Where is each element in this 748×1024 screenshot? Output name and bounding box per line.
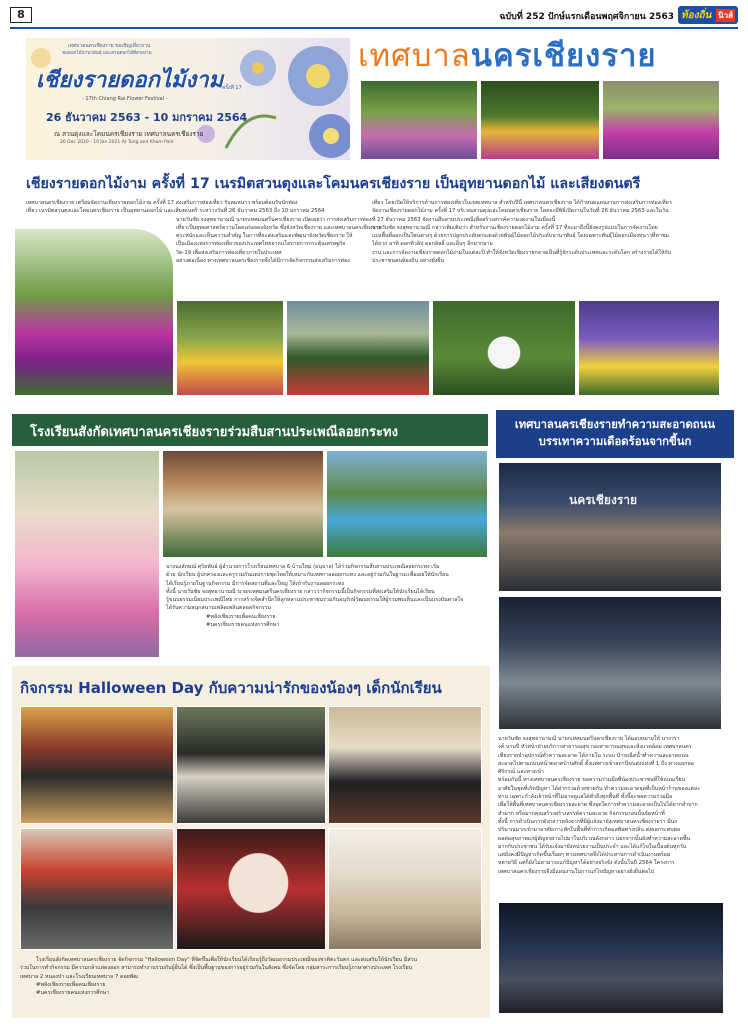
article3-photo-water-truck xyxy=(498,596,722,730)
article2-headline: โรงเรียนสังกัดเทศบาลนครเชียงรายร่วมสืบสานประเพณีลอยกระทง xyxy=(30,425,398,440)
article4-line: โรงเรียนสังกัดเทศบาลนครเชียงราย จัดกิจกรรม "Halloween Day" ที่จัดขึ้นเพื่อให้นักเรียนได้เรียนรู้ถึงวัฒนธรรมประเพณีของชาติตะวันตก และส่งเสริมให้นักเรียน มีส่วน xyxy=(36,957,418,963)
banner-photo-flower-field xyxy=(480,80,600,160)
article3-line: นายวันชัย จงสุทธานามณี นายกเทศมนตรีนครเชียงราย ได้มอบหมายให้ นางวรา xyxy=(498,736,680,742)
article3-headline-bar xyxy=(496,410,734,458)
article2-headline-bar xyxy=(12,414,488,446)
poster-top-text-1: เทศบาลนครเชียงราย ขอเชิญเที่ยวงาน xyxy=(68,43,151,49)
article3-line: สะอาดไปตามถนนหน้าตลาดบ้านศักดิ์ ตั้งแต่ทางเข้าสถานีขนส่งแห่งที่ 1 ถึง ทางแยกหอ xyxy=(498,760,694,767)
article1-line: ได้ยาก อาทิ ดอกทิวลิป ดอกลิลลี่ และอื่นๆ อีกมากมาย xyxy=(372,241,493,248)
page-number: 8 xyxy=(10,7,32,23)
poster-title: เชียงรายดอกไม้งาม xyxy=(36,68,224,93)
article3-line: ท่าน เฉพาะกำลังเจ้าหน้าที่ไม่อาจดูแลได้ทั่วถึงทุกพื้นที่ ทั้งนี้จะขอความร่วมมือ xyxy=(498,794,673,801)
article2-line: รู้ขนบธรรมเนียมประเพณีไทย การสร้างจิตสำนึกให้ลูกหลานประชาชนร่วมกันอนุรักษ์วัฒนธรรมให้ผู้ร่วมพบเห็นและเป็นแรงบันดาลใจ xyxy=(166,597,464,604)
article1-photo-dress-sculpture xyxy=(432,300,576,396)
article3-line: อาศัยในชุดที่เกิดปัญหา ได้ฝากร่วมด้วยช่วยกัน ทำความสะอาดจุดที่เป็นหน้าร้านของแต่ละ xyxy=(498,785,701,792)
article1-line: เทศบาลนครเชียงราย เตรียมจัดงานเชียงรายดอกไม้งาม ครั้งที่ 17 ส่งเสริมการท่องเที่ยว รับลมหนาว พร้อมต้อนรับนักท่อง xyxy=(26,200,298,206)
article2-photo-girl-krathong xyxy=(14,450,160,658)
banner-photo-flower-arch xyxy=(360,80,478,160)
article1-line: นายวันชัย จงสุทธานามณี กล่าวเพิ่มเติมว่า สำหรับงานเชียงรายดอกไม้งาม ครั้งที่ 17 ที่จะมาถึงนี้ยังคงรูปแบบในการจัดงานโดย xyxy=(372,224,658,231)
article1-photo-garden-house xyxy=(286,300,430,396)
article2-line: ด้วย นักเรียน ผู้ปกครองและครูร่วมกันแต่งกายชุดไทยให้เหมาะกับเทศกาลลอยกระทง และอยู่ร่วมกันในฐานะเพื่อเผยให้นักเรียน xyxy=(166,572,449,579)
article1-photo-flower-sign xyxy=(14,228,174,396)
issue-text: ฉบับที่ 252 ปักษ์แรกเดือนพฤศจิกายน 2563 xyxy=(499,12,674,22)
article4-photo-students-costumes xyxy=(20,706,174,824)
article1-line: เที่ยวเป็นยุทธศาสตร์ความโดดเด่นของจังหวัด ซึ่งจังหวัดเชียงราย และเทศบาลนครเชียงราย xyxy=(176,224,382,231)
article4-hashtag: #พลังเชียงรายเพื่อคนเชียงราย xyxy=(36,981,106,988)
article2-photo-pools xyxy=(326,450,488,558)
article2-body xyxy=(166,563,488,629)
article3-line: งค์ นามปี หัวหน้าฝ่ายบริการสาธารณสุข กองสาธารณสุขและสิ่งแวดล้อม เทศบาลนคร xyxy=(498,744,692,751)
article1-line: เป็นเมืองแห่งการท่องเที่ยวของประเทศไทยจากนโยบายการกระตุ้นเศรษฐกิจ xyxy=(176,241,346,248)
article1-line: เที่ยว โดยเปิดให้บริการด้านการท่องเที่ยวในเขตเทศบาล สำหรับปีนี้ เทศบาลนครเชียงราย ได้กำหนดแผนงานการส่งเสริมการท่องเที่ยว xyxy=(372,200,672,206)
title-part-2: นครเชียงราย xyxy=(470,38,657,74)
poster-top-text-2: ชมดอกไม้นานาพันธุ์ และสวนดอกไม้ที่สวยงาม xyxy=(62,51,152,56)
article2-line: ได้รับความสนุกสนานเพลิดเพลินตลอดกิจกรรม xyxy=(166,605,271,612)
article2-line: ได้เรียนรู้ภายในฐานกิจกรรม มีการจัดสถานที่และใหญ่ ให้เข้ากับงานลอยกระทง xyxy=(166,580,345,587)
article3-body xyxy=(498,735,726,876)
article3-line: เชียงรายนำอุปกรณ์ทำความสะอาด ได้ภายใน ระบบ นำรถฉีดน้ำทำความสะอาดถนน xyxy=(498,752,689,759)
article3-line: หลายวิธี แต่ก็ยังไม่สามารถแก้ปัญหาได้อย่างจริงจัง ดังนั้นในปี 2564 โครงการ xyxy=(498,860,675,867)
article3-line: เพื่อให้พื้นที่เทศบาลนครเชียงรายสะอาด ซึ่งจุดใดการทำความสะอาดเป็นไปได้ยากลำบาก xyxy=(498,802,698,809)
article1-headline: เชียงรายดอกไม้งาม ครั้งที่ 17 เนรมิตสวนตุงและโคมนครเชียงราย เป็นอุทยานดอกไม้ และเสียงดนตรี xyxy=(26,176,641,192)
article2-line: ทั้งนี้ นายวันชัย จงสุทธานามณี นายกเทศมนตรีนครเชียงราย กล่าวว่ากิจกรรมนี้เป็นกิจกรรมที่ส่งเสริมให้นักเรียนได้เรียน xyxy=(166,588,435,595)
article3-line: เทศบาลนครเชียงรายจึงมีแผนงานในการแก้ไขปัญหาอย่างยั่งยืนต่อไป xyxy=(498,868,655,875)
article4-photo-teachers-witch-hats xyxy=(328,706,482,824)
article3-line: ทั้งนี้ การดำเนินการดังกล่าวหลังจากที่มีผู้แจ้งมายังเทศบาลนครเชียงรายว่า มีนก xyxy=(498,818,678,825)
article1-line: จัดงานเชียงรายดอกไม้งาม ครั้งที่ 17 บริเวณสวนตุงและโคมนครเชียงราย โดยจะมีพิธีเปิดงานในวันที่ 26 ธันวาคม 2563 และในวัน xyxy=(372,208,669,215)
article3-headline: เทศบาลนครเชียงรายทำความสะอาดถนน บรรเทาความเดือดร้อนจากขี้นก xyxy=(514,418,716,448)
article1-line: เที่ยว เนรมิตสวนตุงและโคมนครเชียงราย เป็นอุทยานดอกไม้ และเสียงดนตรี ระหว่างวันที่ 26 ธันวาคม 2563 ถึง 10 มกราคม 2564 xyxy=(26,208,325,215)
article1-line: อย่างต่อเนื่อง ทางเทศบาลนครเชียงรายจึงได้มีการจัดกิจกรรมส่งเสริมการท่อง xyxy=(176,258,350,265)
article1-line: ตระหนักและเห็นความสำคัญ ในการที่จะส่งเสริมและพัฒนาจังหวัดเชียงราย ให้ xyxy=(176,233,353,240)
poster-date-en: 26 Dec 2020 - 10 Jan 2021 At Tung and Khom Park xyxy=(60,140,174,145)
article2-hashtag: #พลังเชียงรายเพื่อคนเชียงราย xyxy=(206,613,276,620)
article3-street-sign: นครเชียงราย xyxy=(569,493,638,507)
article3-line: ปริมาณมากเข้ามาอาศัยเกาะพักในพื้นที่ทำการเกิดมลพิษทางกลิ่น ส่งผลกระทบต่อ xyxy=(498,827,681,834)
article1-line: ที่ 27 ธันวาคม 2563 จัดงานสืบสานประเพณีเพื่อสร้างสรรค์ความงดงามในเมืองนี้ xyxy=(372,216,556,223)
article3-photo-workers-night xyxy=(498,902,724,1014)
article3-line: พร้อมกันนี้ ทางเทศบาลนครเชียงราย ขอความร่วมมือพี่น้องประชาชนที่ใช้ถนนเรียน xyxy=(498,777,686,784)
banner-photo-tulips xyxy=(602,80,720,160)
poster-subtitle-en: - 17th Chiang Rai Flower Festival - xyxy=(82,96,168,102)
article1-line: ประชาชนคนท้องถิ่น อย่างยั่งยืน xyxy=(372,258,445,265)
poster-edition: ครั้งที่ 17 xyxy=(222,85,242,91)
article1-line: แบ่งพื้นที่ออกเป็นโซนต่างๆ ด้วยการปลูกประดับตกแต่งด้วยพันธุ์ไม้ดอกไม้ประดับนานาพันธุ์ โดยเฉพาะพันธุ์ไม้ดอกเมืองหนาวที่หาชม xyxy=(372,233,669,240)
article3-line: สำมาก หรือมากคุณสร้างสร้างสรรค์ความสะอาด กิจกรรมรอบนั้นจัดหน้าที่ xyxy=(498,810,665,817)
article3-line: แต่ยังคงมีปัญหาเกิดขึ้นเรื่อยๆ ทางเทศบาลจึงได้ประสานการดำเนินงานพร้อม xyxy=(498,852,671,859)
article1-photo-pansies xyxy=(578,300,720,396)
article4-headline: กิจกรรม Halloween Day กับความน่ารักของน้องๆ เด็กนักเรียน xyxy=(20,679,442,697)
article1-photo-yellow-flowers xyxy=(176,300,284,396)
festival-poster xyxy=(26,38,350,160)
article3-photo-night-street xyxy=(498,462,722,592)
article3-line: ผลต่อสุขภาพแก่ผู้สัญจรผ่านไปมาในบริเวณดังกล่าว นอกจากนั้นยังทำความสะอาดพื้น xyxy=(498,835,691,842)
article4-photo-joker-girl xyxy=(176,828,326,950)
page-header xyxy=(10,4,738,26)
article4-photo-face-paint-boy xyxy=(20,828,174,950)
article2-hashtag: #นครเชียงรายคนแห่งการศึกษา xyxy=(206,622,280,629)
article1-body-right xyxy=(372,199,730,265)
municipality-title xyxy=(358,36,732,76)
article4-line: ร่วมในการทำกิจกรรม มีความกล้าแสดงออก สามารถทำงานร่วมกับผู้อื่นได้ ซึ่งเป็นพื้นฐานของการอยู่ร่วมกันในสังคม ซึ่งจัดโดย กลุ่มสาระการเรียนรู้ภาษาต่างประเทศ โรงเรียน xyxy=(20,965,413,972)
article3-line: ศิริกรณ์ และทางเข้า xyxy=(498,769,544,776)
article1-line: งาน และการจัดงานเชียงรายดอกไม้งามในแต่ละปี ทำให้จังหวัดเชียงรายกลายเป็นที่รู้จักระดับประเทศและระดับโลก สร้างรายได้ให้กับ xyxy=(372,249,672,256)
header-rule xyxy=(10,27,738,29)
title-part-1: เทศบาล xyxy=(358,38,471,74)
article3-line: มากกับประชาชน ได้รับแจ้งมายังหน่วยงานเป็นประจำ และได้แก้ไขในเบื้องต้นทุกวัน xyxy=(498,843,687,850)
article4-body xyxy=(20,956,484,997)
article1-line: นายวันชัย จงสุทธานามณี นายกเทศมนตรีนครเชียงราย เปิดเผยว่า การส่งเสริมการท่อง xyxy=(176,216,372,223)
article4-photo-classroom-show xyxy=(328,828,482,950)
article1-line: วิด-19 เพื่อส่งเสริมการท่องเที่ยวภายในประเทศ xyxy=(176,249,282,256)
article2-line: นางนงลักษณ์ ศุริยพันธ์ ผู้อำนวยการโรงเรียนเทศบาล 6 บ้านใหม่ (อนุบาล) ได้ร่วมกิจกรรมสืบสานประเพณีลอยกระทง เริ่ม xyxy=(166,564,440,570)
article4-hashtag: #นครเชียงรายคนแห่งการศึกษา xyxy=(36,990,110,997)
poster-venue: ณ สวนตุงและโคมนครเชียงราย เทศบาลนครเชียงราย xyxy=(54,130,204,138)
article4-photo-kids-witch-hats xyxy=(176,706,326,824)
logo-sub: นิวส์ xyxy=(718,11,733,20)
poster-date: 26 ธันวาคม 2563 - 10 มกราคม 2564 xyxy=(46,111,248,124)
article4-line: เทศบาล 2 หนองป่า และโรงเรียนเทศบาล 7 ดอยพัฒ xyxy=(20,973,139,980)
logo-text: ท้องถิ่น xyxy=(681,10,712,21)
newspaper-logo xyxy=(678,6,738,24)
article2-photo-children-group xyxy=(162,450,324,558)
